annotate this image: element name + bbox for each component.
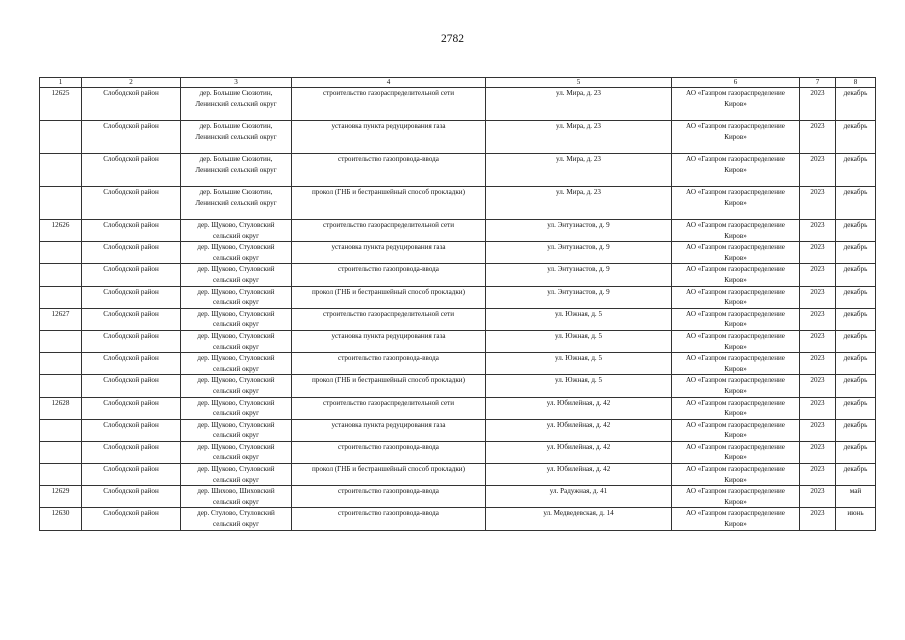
district-cell: Слободской район: [82, 353, 181, 375]
settlement-cell: дер. Щуково, Стуловский сельский округ: [181, 330, 292, 352]
address-cell: ул. Южная, д. 5: [486, 308, 672, 330]
object-number-cell: [40, 242, 82, 264]
object-number-cell: [40, 264, 82, 286]
year-cell: 2023: [800, 397, 836, 419]
organization-cell: АО «Газпром газораспределение Киров»: [672, 375, 800, 397]
table-row: [40, 88, 876, 121]
district-cell: Слободской район: [82, 88, 181, 121]
work-type-cell: строительство газопровода-ввода: [292, 264, 486, 286]
table-row: [40, 508, 876, 530]
object-number-cell: 12628: [40, 397, 82, 419]
registry-table: [39, 77, 876, 531]
month-cell: май: [836, 486, 876, 508]
work-type-cell: прокол (ГНБ и бестраншейный способ прокладки): [292, 375, 486, 397]
month-cell: декабрь: [836, 330, 876, 352]
month-cell: декабрь: [836, 353, 876, 375]
address-cell: ул. Энтузиастов, д. 9: [486, 242, 672, 264]
object-number-cell: [40, 121, 82, 154]
work-type-cell: строительство газораспределительной сети: [292, 88, 486, 121]
column-number: 7: [800, 78, 836, 88]
month-cell: декабрь: [836, 308, 876, 330]
settlement-cell: дер. Щуково, Стуловский сельский округ: [181, 375, 292, 397]
organization-cell: АО «Газпром газораспределение Киров»: [672, 242, 800, 264]
month-cell: декабрь: [836, 187, 876, 220]
table-row: [40, 330, 876, 352]
object-number-cell: 12630: [40, 508, 82, 530]
table-row: [40, 242, 876, 264]
year-cell: 2023: [800, 464, 836, 486]
month-cell: декабрь: [836, 220, 876, 242]
work-type-cell: установка пункта редуцирования газа: [292, 242, 486, 264]
object-number-cell: 12629: [40, 486, 82, 508]
organization-cell: АО «Газпром газораспределение Киров»: [672, 220, 800, 242]
settlement-cell: дер. Стулово, Стуловский сельский округ: [181, 508, 292, 530]
year-cell: 2023: [800, 330, 836, 352]
district-cell: Слободской район: [82, 154, 181, 187]
district-cell: Слободской район: [82, 486, 181, 508]
settlement-cell: дер. Большие Сюзютин, Ленинский сельский округ: [181, 154, 292, 187]
object-number-cell: 12625: [40, 88, 82, 121]
work-type-cell: строительство газораспределительной сети: [292, 397, 486, 419]
object-number-cell: [40, 330, 82, 352]
address-cell: ул. Радужная, д. 41: [486, 486, 672, 508]
work-type-cell: строительство газопровода-ввода: [292, 508, 486, 530]
month-cell: декабрь: [836, 441, 876, 463]
work-type-cell: строительство газораспределительной сети: [292, 220, 486, 242]
district-cell: Слободской район: [82, 375, 181, 397]
work-type-cell: строительство газораспределительной сети: [292, 308, 486, 330]
address-cell: ул. Мира, д. 23: [486, 121, 672, 154]
table-row: [40, 121, 876, 154]
address-cell: ул. Мира, д. 23: [486, 187, 672, 220]
month-cell: декабрь: [836, 121, 876, 154]
organization-cell: АО «Газпром газораспределение Киров»: [672, 154, 800, 187]
settlement-cell: дер. Щуково, Стуловский сельский округ: [181, 397, 292, 419]
table-row: [40, 486, 876, 508]
settlement-cell: дер. Большие Сюзютин, Ленинский сельский округ: [181, 187, 292, 220]
table-row: [40, 353, 876, 375]
organization-cell: АО «Газпром газораспределение Киров»: [672, 353, 800, 375]
address-cell: ул. Энтузиастов, д. 9: [486, 286, 672, 308]
table-row: [40, 264, 876, 286]
month-cell: июнь: [836, 508, 876, 530]
year-cell: 2023: [800, 121, 836, 154]
object-number-cell: [40, 419, 82, 441]
organization-cell: АО «Газпром газораспределение Киров»: [672, 308, 800, 330]
district-cell: Слободской район: [82, 397, 181, 419]
table-row: [40, 154, 876, 187]
district-cell: Слободской район: [82, 330, 181, 352]
district-cell: Слободской район: [82, 220, 181, 242]
object-number-cell: [40, 353, 82, 375]
table-row: [40, 286, 876, 308]
address-cell: ул. Энтузиастов, д. 9: [486, 264, 672, 286]
column-number: 6: [672, 78, 800, 88]
settlement-cell: дер. Щуково, Стуловский сельский округ: [181, 220, 292, 242]
district-cell: Слободской район: [82, 441, 181, 463]
object-number-cell: [40, 286, 82, 308]
address-cell: ул. Энтузиастов, д. 9: [486, 220, 672, 242]
organization-cell: АО «Газпром газораспределение Киров»: [672, 486, 800, 508]
work-type-cell: установка пункта редуцирования газа: [292, 121, 486, 154]
month-cell: декабрь: [836, 88, 876, 121]
organization-cell: АО «Газпром газораспределение Киров»: [672, 330, 800, 352]
district-cell: Слободской район: [82, 286, 181, 308]
address-cell: ул. Юбилейная, д. 42: [486, 419, 672, 441]
work-type-cell: установка пункта редуцирования газа: [292, 330, 486, 352]
month-cell: декабрь: [836, 464, 876, 486]
month-cell: декабрь: [836, 397, 876, 419]
address-cell: ул. Южная, д. 5: [486, 353, 672, 375]
month-cell: декабрь: [836, 286, 876, 308]
table-row: [40, 464, 876, 486]
column-number: 2: [82, 78, 181, 88]
district-cell: Слободской район: [82, 242, 181, 264]
settlement-cell: дер. Щуково, Стуловский сельский округ: [181, 286, 292, 308]
settlement-cell: дер. Щуково, Стуловский сельский округ: [181, 464, 292, 486]
year-cell: 2023: [800, 353, 836, 375]
settlement-cell: дер. Щуково, Стуловский сельский округ: [181, 242, 292, 264]
work-type-cell: строительство газопровода-ввода: [292, 441, 486, 463]
table-row: [40, 441, 876, 463]
work-type-cell: прокол (ГНБ и бестраншейный способ прокладки): [292, 464, 486, 486]
district-cell: Слободской район: [82, 464, 181, 486]
year-cell: 2023: [800, 508, 836, 530]
object-number-cell: 12626: [40, 220, 82, 242]
object-number-cell: [40, 441, 82, 463]
page-number: 2782: [441, 33, 464, 45]
settlement-cell: дер. Шихово, Шиховский сельский округ: [181, 486, 292, 508]
year-cell: 2023: [800, 220, 836, 242]
year-cell: 2023: [800, 441, 836, 463]
object-number-cell: [40, 375, 82, 397]
column-number: 4: [292, 78, 486, 88]
address-cell: ул. Юбилейная, д. 42: [486, 464, 672, 486]
organization-cell: АО «Газпром газораспределение Киров»: [672, 508, 800, 530]
settlement-cell: дер. Щуково, Стуловский сельский округ: [181, 419, 292, 441]
address-cell: ул. Южная, д. 5: [486, 375, 672, 397]
organization-cell: АО «Газпром газораспределение Киров»: [672, 264, 800, 286]
address-cell: ул. Юбилейная, д. 42: [486, 397, 672, 419]
district-cell: Слободской район: [82, 264, 181, 286]
work-type-cell: прокол (ГНБ и бестраншейный способ прокладки): [292, 187, 486, 220]
work-type-cell: прокол (ГНБ и бестраншейный способ прокладки): [292, 286, 486, 308]
organization-cell: АО «Газпром газораспределение Киров»: [672, 419, 800, 441]
table-row: [40, 187, 876, 220]
settlement-cell: дер. Щуково, Стуловский сельский округ: [181, 264, 292, 286]
year-cell: 2023: [800, 308, 836, 330]
year-cell: 2023: [800, 154, 836, 187]
organization-cell: АО «Газпром газораспределение Киров»: [672, 397, 800, 419]
district-cell: Слободской район: [82, 308, 181, 330]
district-cell: Слободской район: [82, 121, 181, 154]
table-row: [40, 397, 876, 419]
year-cell: 2023: [800, 88, 836, 121]
settlement-cell: дер. Большие Сюзютин, Ленинский сельский округ: [181, 121, 292, 154]
district-cell: Слободской район: [82, 419, 181, 441]
work-type-cell: установка пункта редуцирования газа: [292, 419, 486, 441]
table-row: [40, 375, 876, 397]
table-row: [40, 308, 876, 330]
table-row: [40, 220, 876, 242]
month-cell: декабрь: [836, 154, 876, 187]
organization-cell: АО «Газпром газораспределение Киров»: [672, 464, 800, 486]
work-type-cell: строительство газопровода-ввода: [292, 486, 486, 508]
column-number: 5: [486, 78, 672, 88]
year-cell: 2023: [800, 375, 836, 397]
district-cell: Слободской район: [82, 187, 181, 220]
object-number-cell: 12627: [40, 308, 82, 330]
settlement-cell: дер. Щуково, Стуловский сельский округ: [181, 308, 292, 330]
address-cell: ул. Мира, д. 23: [486, 154, 672, 187]
year-cell: 2023: [800, 286, 836, 308]
column-number-row: [40, 78, 876, 88]
settlement-cell: дер. Большие Сюзютин, Ленинский сельский округ: [181, 88, 292, 121]
column-number: 8: [836, 78, 876, 88]
address-cell: ул. Медведевская, д. 14: [486, 508, 672, 530]
month-cell: декабрь: [836, 242, 876, 264]
organization-cell: АО «Газпром газораспределение Киров»: [672, 121, 800, 154]
address-cell: ул. Южная, д. 5: [486, 330, 672, 352]
column-number: 1: [40, 78, 82, 88]
year-cell: 2023: [800, 419, 836, 441]
settlement-cell: дер. Щуково, Стуловский сельский округ: [181, 353, 292, 375]
address-cell: ул. Юбилейная, д. 42: [486, 441, 672, 463]
object-number-cell: [40, 154, 82, 187]
organization-cell: АО «Газпром газораспределение Киров»: [672, 88, 800, 121]
object-number-cell: [40, 187, 82, 220]
object-number-cell: [40, 464, 82, 486]
year-cell: 2023: [800, 187, 836, 220]
month-cell: декабрь: [836, 419, 876, 441]
month-cell: декабрь: [836, 264, 876, 286]
column-number: 3: [181, 78, 292, 88]
month-cell: декабрь: [836, 375, 876, 397]
work-type-cell: строительство газопровода-ввода: [292, 353, 486, 375]
work-type-cell: строительство газопровода-ввода: [292, 154, 486, 187]
address-cell: ул. Мира, д. 23: [486, 88, 672, 121]
year-cell: 2023: [800, 264, 836, 286]
organization-cell: АО «Газпром газораспределение Киров»: [672, 187, 800, 220]
settlement-cell: дер. Щуково, Стуловский сельский округ: [181, 441, 292, 463]
year-cell: 2023: [800, 242, 836, 264]
district-cell: Слободской район: [82, 508, 181, 530]
organization-cell: АО «Газпром газораспределение Киров»: [672, 441, 800, 463]
organization-cell: АО «Газпром газораспределение Киров»: [672, 286, 800, 308]
table-row: [40, 419, 876, 441]
year-cell: 2023: [800, 486, 836, 508]
